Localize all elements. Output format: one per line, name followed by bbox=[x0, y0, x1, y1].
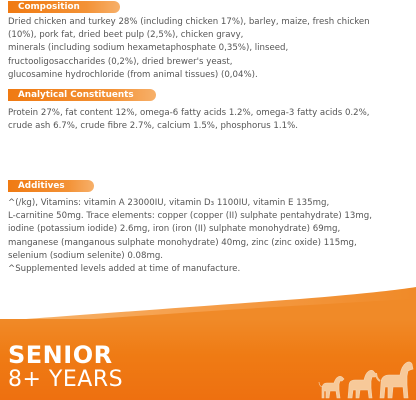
additives-line: iodine (potassium iodide) 2.6mg, iron (iron (II) sulphate monohydrate) 69mg, bbox=[8, 224, 341, 235]
additives-line: selenium (sodium selenite) 0.08mg. bbox=[8, 250, 164, 261]
composition-line: Dried chicken and turkey 28% (including chicken 17%), barley, maize, fresh chicken bbox=[8, 17, 370, 27]
life-stage-age: 8+ YEARS bbox=[8, 367, 124, 392]
life-stage-title: SENIOR bbox=[8, 341, 113, 369]
analytical-line: crude ash 6.7%, crude fibre 2.7%, calcium 1.5%, phosphorus 1.1%. bbox=[8, 121, 298, 132]
additives-line: manganese (manganous sulphate monohydrate) 40mg, zinc (zinc oxide) 115mg, bbox=[8, 237, 357, 248]
additives-line: L-carnitine 50mg. Trace elements: copper (copper (II) sulphate pentahydrate) 13mg, bbox=[8, 211, 372, 222]
composition-line: minerals (including sodium hexametaphosphate 0,35%), linseed, bbox=[8, 43, 289, 54]
dog-silhouettes-icon bbox=[318, 349, 414, 399]
composition-header: Composition bbox=[8, 1, 120, 13]
composition-line: (10%), pork fat, dried beet pulp (2,5%), chicken gravy, bbox=[8, 30, 244, 41]
additives-line: ^(/kg), Vitamins: vitamin A 23000IU, vitamin D₃ 1100IU, vitamin E 135mg, bbox=[8, 198, 330, 208]
analytical-constituents-header: Analytical Constituents bbox=[8, 89, 156, 101]
additives-text bbox=[8, 197, 412, 276]
additives-header: Additives bbox=[8, 180, 94, 192]
analytical-constituents-text bbox=[8, 107, 412, 133]
composition-line: fructooligosaccharides (0,2%), dried brewer's yeast, bbox=[8, 56, 233, 67]
composition-text bbox=[8, 16, 412, 82]
composition-line: glucosamine hydrochloride (from animal tissues) (0,04%). bbox=[8, 69, 258, 80]
additives-line: ^Supplemented levels added at time of manufacture. bbox=[8, 264, 241, 275]
analytical-line: Protein 27%, fat content 12%, omega-6 fatty acids 1.2%, omega-3 fatty acids 0.2%, bbox=[8, 108, 370, 118]
